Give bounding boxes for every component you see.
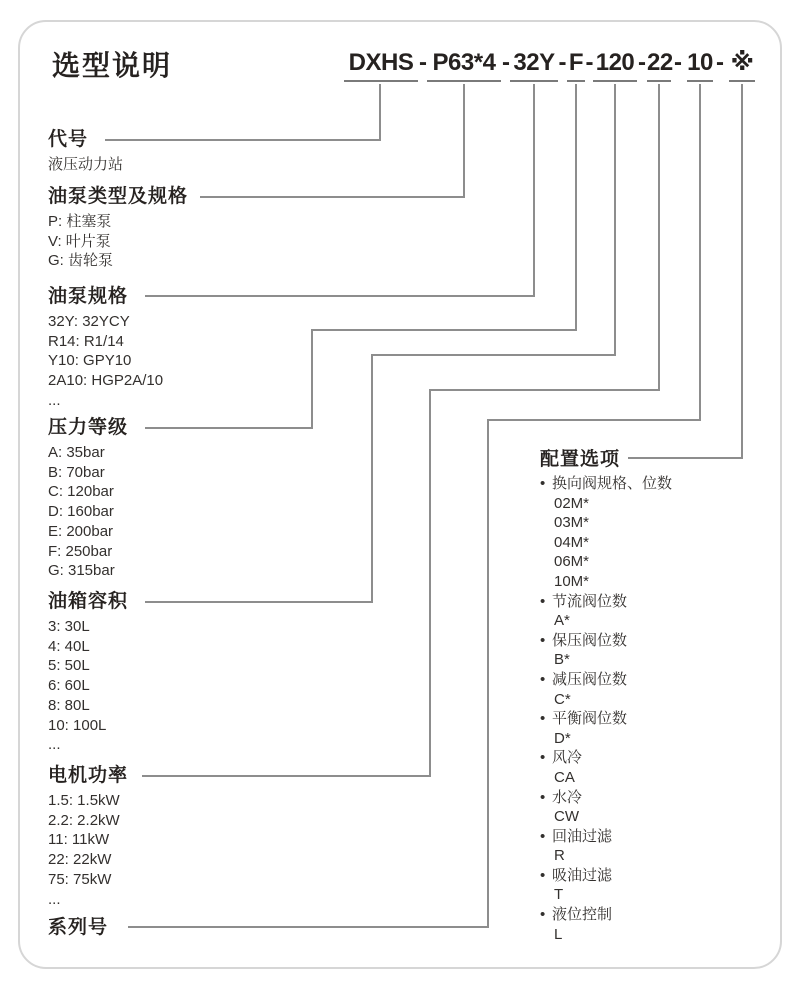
code-segment-designation: DXHS bbox=[344, 46, 418, 82]
config-option-label bbox=[540, 474, 780, 494]
code-separator: - bbox=[558, 49, 567, 76]
config-option-codes bbox=[540, 729, 780, 749]
section-item: D: 160bar bbox=[48, 503, 114, 521]
section-item: G: 齿轮泵 bbox=[48, 252, 114, 270]
config-option-group bbox=[540, 866, 780, 905]
config-option-codes bbox=[540, 807, 780, 827]
section-item: 2A10: HGP2A/10 bbox=[48, 372, 164, 390]
section-pump-spec bbox=[48, 285, 163, 411]
config-option-label bbox=[540, 670, 780, 690]
config-option-codes bbox=[540, 494, 780, 592]
section-series-number bbox=[48, 916, 108, 943]
connector-pressure-vertical-upper bbox=[575, 84, 577, 331]
section-item: 2.2: 2.2kW bbox=[48, 811, 120, 829]
bullet-icon: • bbox=[540, 906, 546, 924]
connector-pump-type-horizontal bbox=[200, 196, 465, 198]
config-option-label-text: 保压阀位数 bbox=[552, 631, 628, 649]
section-title: 油泵类型及规格 bbox=[48, 186, 189, 207]
config-option-code: L bbox=[554, 925, 563, 943]
config-option-label bbox=[540, 905, 780, 925]
section-item: 10: 100L bbox=[48, 716, 107, 734]
config-option-codes bbox=[540, 650, 780, 670]
config-option-code: B* bbox=[554, 651, 570, 669]
config-option-label bbox=[540, 709, 780, 729]
section-item: 3: 30L bbox=[48, 618, 90, 635]
config-option-label bbox=[540, 631, 780, 651]
config-option-code: 03M* bbox=[554, 514, 590, 532]
config-option-group bbox=[540, 631, 780, 670]
code-separator: - bbox=[716, 49, 724, 76]
section-pump-type bbox=[48, 185, 188, 271]
config-option-label-text: 节流阀位数 bbox=[552, 592, 628, 610]
config-option-group bbox=[540, 709, 780, 748]
config-option-group bbox=[540, 788, 780, 827]
code-separator: - bbox=[674, 49, 682, 76]
section-item-list bbox=[48, 155, 123, 175]
bullet-icon: • bbox=[540, 670, 546, 688]
connector-motor-vertical-lower bbox=[429, 389, 431, 777]
connector-series-horizontal-label bbox=[128, 926, 489, 928]
bullet-icon: • bbox=[540, 827, 546, 845]
config-option-code: CA bbox=[554, 768, 575, 786]
section-item: P: 柱塞泵 bbox=[48, 213, 112, 230]
section-item-list bbox=[48, 617, 128, 755]
section-item: Y10: GPY10 bbox=[48, 352, 132, 370]
code-separator: - bbox=[638, 49, 646, 76]
section-designation bbox=[48, 128, 123, 175]
config-option-code: CW bbox=[554, 808, 579, 826]
section-title: 电机功率 bbox=[48, 765, 129, 786]
section-item: R14: R1/14 bbox=[48, 332, 124, 350]
config-option-group bbox=[540, 905, 780, 944]
section-item: 1.5: 1.5kW bbox=[48, 792, 120, 809]
config-option-group bbox=[540, 592, 780, 631]
connector-tank-vertical-lower bbox=[371, 354, 373, 603]
code-separator: - bbox=[585, 49, 594, 76]
config-option-label bbox=[540, 788, 780, 808]
section-item: F: 250bar bbox=[48, 542, 113, 560]
config-option-label-text: 换向阀规格、位数 bbox=[552, 475, 673, 492]
connector-designation-horizontal bbox=[105, 139, 381, 141]
connector-pressure-horizontal-label bbox=[145, 427, 313, 429]
section-title: 系列号 bbox=[48, 917, 109, 938]
section-item: E: 200bar bbox=[48, 522, 114, 540]
connector-tank-vertical-upper bbox=[614, 84, 616, 356]
section-item: 22: 22kW bbox=[48, 851, 112, 869]
bullet-icon: • bbox=[540, 631, 546, 649]
config-option-code: 02M* bbox=[554, 494, 590, 512]
code-segment-pump-type: P63*4 bbox=[427, 46, 501, 82]
config-option-code: 04M* bbox=[554, 533, 590, 551]
connector-config-vertical bbox=[741, 84, 743, 459]
config-option-label-text: 减压阀位数 bbox=[552, 670, 628, 688]
section-title: 配置选项 bbox=[540, 449, 621, 470]
code-segment-series: 10 bbox=[687, 46, 713, 82]
section-item: C: 120bar bbox=[48, 483, 114, 501]
section-item-list bbox=[48, 791, 128, 909]
section-item: 32Y: 32YCY bbox=[48, 313, 130, 330]
code-separator: - bbox=[502, 49, 510, 76]
config-option-code: R bbox=[554, 847, 565, 865]
config-option-code: 10M* bbox=[554, 572, 590, 590]
config-option-label-text: 风冷 bbox=[552, 749, 583, 767]
code-segment-config: ※ bbox=[729, 46, 755, 82]
code-segment-tank-volume: 120 bbox=[593, 46, 637, 82]
config-option-list bbox=[540, 474, 780, 944]
section-title: 油箱容积 bbox=[48, 591, 129, 612]
connector-motor-horizontal-mid bbox=[429, 389, 660, 391]
config-option-group bbox=[540, 748, 780, 787]
bullet-icon: • bbox=[540, 475, 546, 492]
section-item: B: 70bar bbox=[48, 463, 105, 481]
section-title: 压力等级 bbox=[48, 417, 129, 438]
section-item: 4: 40L bbox=[48, 637, 90, 655]
section-config-options bbox=[540, 448, 780, 944]
section-title: 代号 bbox=[48, 129, 89, 150]
bullet-icon: • bbox=[540, 710, 546, 728]
bullet-icon: • bbox=[540, 866, 546, 884]
section-item: G: 315bar bbox=[48, 562, 115, 580]
config-option-group bbox=[540, 474, 780, 592]
connector-series-vertical-upper bbox=[699, 84, 701, 421]
config-option-group bbox=[540, 670, 780, 709]
connector-tank-horizontal-label bbox=[145, 601, 373, 603]
section-item: 5: 50L bbox=[48, 657, 90, 675]
config-option-code: C* bbox=[554, 690, 571, 708]
config-option-code: A* bbox=[554, 612, 570, 630]
section-item: ... bbox=[48, 736, 61, 754]
connector-designation-vertical bbox=[379, 84, 381, 141]
connector-pump-spec-horizontal bbox=[145, 295, 535, 297]
section-item-list bbox=[48, 212, 188, 271]
code-segment-pressure: F bbox=[567, 46, 585, 82]
bullet-icon: • bbox=[540, 592, 546, 610]
config-option-label-text: 回油过滤 bbox=[552, 827, 613, 845]
section-item-list bbox=[48, 312, 163, 411]
config-option-label-text: 平衡阀位数 bbox=[552, 710, 628, 728]
config-option-codes bbox=[540, 768, 780, 788]
config-option-codes bbox=[540, 925, 780, 945]
section-item: ... bbox=[48, 391, 61, 409]
section-item: 6: 60L bbox=[48, 677, 90, 695]
section-item-list bbox=[48, 443, 128, 581]
bullet-icon: • bbox=[540, 788, 546, 806]
code-separator: - bbox=[419, 49, 427, 76]
connector-pressure-vertical-lower bbox=[311, 329, 313, 429]
section-item: ... bbox=[48, 890, 61, 908]
section-title: 油泵规格 bbox=[48, 286, 129, 307]
section-item: A: 35bar bbox=[48, 444, 105, 461]
section-item: 75: 75kW bbox=[48, 870, 112, 888]
config-option-label bbox=[540, 592, 780, 612]
config-option-label bbox=[540, 866, 780, 886]
section-item: 液压动力站 bbox=[48, 156, 124, 173]
bullet-icon: • bbox=[540, 749, 546, 767]
config-option-label-text: 水冷 bbox=[552, 788, 583, 806]
code-segment-motor-power: 22 bbox=[647, 46, 671, 82]
config-option-codes bbox=[540, 611, 780, 631]
config-option-label bbox=[540, 748, 780, 768]
config-option-label-text: 吸油过滤 bbox=[552, 866, 613, 884]
connector-pump-spec-vertical bbox=[533, 84, 535, 297]
connector-series-vertical-lower bbox=[487, 419, 489, 928]
config-option-codes bbox=[540, 885, 780, 905]
config-option-codes bbox=[540, 846, 780, 866]
config-option-label bbox=[540, 827, 780, 847]
connector-motor-vertical-upper bbox=[658, 84, 660, 391]
section-item: 8: 80L bbox=[48, 696, 90, 714]
config-option-code: T bbox=[554, 886, 564, 904]
config-option-group bbox=[540, 827, 780, 866]
code-segment-pump-spec: 32Y bbox=[510, 46, 558, 82]
connector-tank-horizontal-mid bbox=[371, 354, 616, 356]
section-motor-power bbox=[48, 764, 128, 909]
config-option-code: D* bbox=[554, 729, 571, 747]
section-item: 11: 11kW bbox=[48, 831, 110, 849]
page-title: 选型说明 bbox=[52, 50, 173, 81]
connector-motor-horizontal-label bbox=[142, 775, 431, 777]
config-option-code: 06M* bbox=[554, 553, 590, 571]
section-tank-volume bbox=[48, 590, 128, 755]
config-option-codes bbox=[540, 690, 780, 710]
connector-pump-type-vertical bbox=[463, 84, 465, 198]
config-option-label-text: 液位控制 bbox=[552, 906, 613, 924]
section-item: V: 叶片泵 bbox=[48, 232, 111, 250]
section-pressure-grade bbox=[48, 416, 128, 581]
connector-pressure-horizontal-mid bbox=[311, 329, 577, 331]
connector-series-horizontal-mid bbox=[487, 419, 701, 421]
